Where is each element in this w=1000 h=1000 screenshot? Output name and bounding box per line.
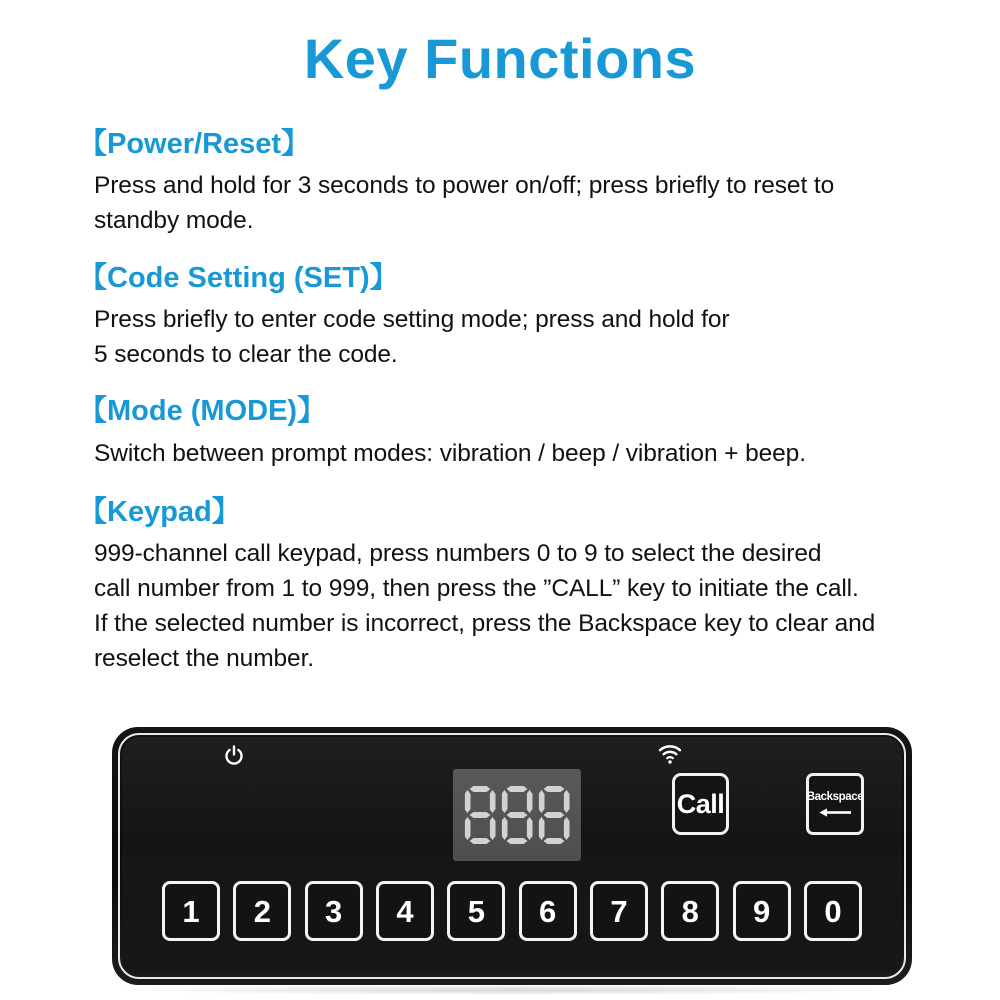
seven-segment-display bbox=[453, 769, 581, 861]
num-key-4[interactable] bbox=[376, 881, 434, 941]
device-body bbox=[112, 727, 912, 985]
section-heading-mode: 【Mode (MODE)】 bbox=[78, 395, 327, 428]
body-line: 5 seconds to clear the code. bbox=[94, 340, 398, 368]
body-line: 999-channel call keypad, press numbers 0 to 9 to select the desired bbox=[94, 540, 822, 568]
num-key-label: 9 bbox=[753, 893, 771, 929]
num-key-label: 4 bbox=[396, 893, 414, 929]
num-key-9[interactable] bbox=[733, 881, 791, 941]
device-illustration bbox=[112, 727, 912, 997]
section-body-keypad bbox=[94, 537, 958, 676]
section-body-code-setting bbox=[94, 303, 958, 373]
section-heading-keypad: 【Keypad】 bbox=[78, 496, 241, 529]
power-icon bbox=[223, 745, 245, 767]
num-key-label: 0 bbox=[824, 893, 842, 929]
num-key-3[interactable] bbox=[305, 881, 363, 941]
section-mode bbox=[78, 392, 958, 471]
display-digit-1 bbox=[465, 786, 496, 844]
num-key-7[interactable] bbox=[590, 881, 648, 941]
num-key-label: 2 bbox=[253, 893, 271, 929]
num-key-6[interactable] bbox=[519, 881, 577, 941]
section-code-setting bbox=[78, 259, 958, 373]
body-line: reselect the number. bbox=[94, 644, 314, 672]
section-keypad bbox=[78, 493, 958, 676]
body-line: Switch between prompt modes: vibration / beep / vibration + beep. bbox=[94, 439, 806, 467]
num-key-1[interactable] bbox=[162, 881, 220, 941]
body-line: call number from 1 to 999, then press the ”CALL” key to initiate the call. bbox=[94, 575, 859, 603]
content-sections bbox=[78, 125, 958, 677]
call-button-label: Call bbox=[676, 788, 725, 819]
num-key-label: 3 bbox=[325, 893, 343, 929]
body-line: standby mode. bbox=[94, 206, 254, 234]
section-power-reset bbox=[78, 125, 958, 239]
section-heading-power-reset: 【Power/Reset】 bbox=[78, 128, 311, 160]
num-key-5[interactable] bbox=[447, 881, 505, 941]
call-button[interactable] bbox=[672, 773, 729, 835]
num-key-label: 6 bbox=[539, 893, 557, 929]
num-key-label: 7 bbox=[610, 893, 628, 929]
device-shadow bbox=[122, 985, 902, 995]
display-digit-3 bbox=[539, 786, 570, 844]
backspace-button-label: Backspace bbox=[806, 790, 864, 803]
left-arrow-icon bbox=[818, 807, 852, 818]
page-title: Key Functions bbox=[303, 27, 697, 90]
num-key-label: 5 bbox=[467, 893, 485, 929]
body-line: Press briefly to enter code setting mode; press and hold for bbox=[94, 305, 730, 333]
num-key-0[interactable] bbox=[804, 881, 862, 941]
num-key-2[interactable] bbox=[233, 881, 291, 941]
num-key-8[interactable] bbox=[661, 881, 719, 941]
display-digit-2 bbox=[502, 786, 533, 844]
backspace-button[interactable] bbox=[806, 773, 864, 835]
section-body-power-reset bbox=[94, 169, 958, 239]
num-key-label: 8 bbox=[681, 893, 699, 929]
wifi-signal-icon bbox=[657, 743, 683, 765]
section-body-mode bbox=[94, 437, 958, 472]
body-line: If the selected number is incorrect, press the Backspace key to clear and bbox=[94, 610, 876, 638]
section-heading-code-setting: 【Code Setting (SET)】 bbox=[78, 261, 399, 294]
body-line: Press and hold for 3 seconds to power on/off; press briefly to reset to bbox=[94, 172, 835, 200]
numeric-keypad bbox=[162, 881, 862, 941]
device-face-panel bbox=[122, 737, 902, 975]
num-key-label: 1 bbox=[182, 893, 200, 929]
